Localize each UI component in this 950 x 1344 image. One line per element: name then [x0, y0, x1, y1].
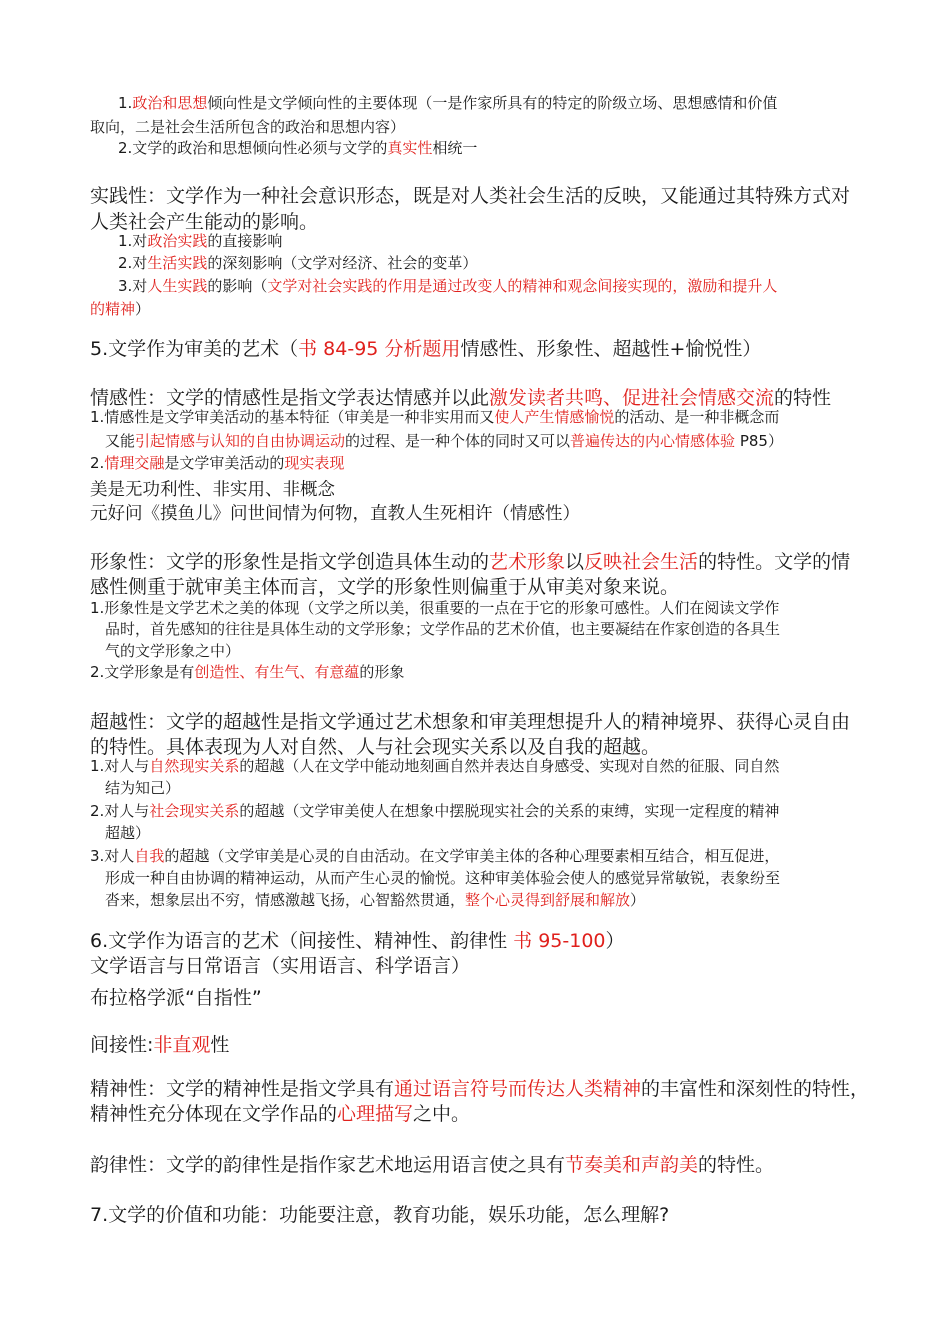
text-segment: 的形象	[359, 663, 405, 681]
text-segment: 的活动、是一种非概念而	[614, 408, 780, 426]
highlight-text: 生活实践	[147, 254, 208, 272]
text-segment: 1.对人与	[90, 757, 150, 775]
text-segment: 形成一种自由协调的精神运动，从而产生心灵的愉悦。这种审美体验会使人的感觉异常敏锐，表象纷至	[105, 869, 781, 887]
highlight-text: 通过语言符号而传达人类精神	[394, 1078, 642, 1100]
highlight-text: 引起情感与认知的自由协调运动	[135, 432, 346, 450]
highlight-text: 使人产生情感愉悦	[494, 408, 615, 426]
text-segment: 间接性:	[90, 1034, 154, 1056]
highlight-text: 整个心灵得到舒展和解放	[465, 891, 631, 909]
highlight-text: 人生实践	[147, 277, 208, 295]
text-segment: 又能	[105, 432, 136, 450]
text-segment: 的特性。文学的情	[698, 551, 851, 573]
text-line	[90, 983, 262, 1010]
text-segment: 5.文学作为审美的艺术（	[90, 338, 299, 360]
text-line	[105, 867, 780, 888]
text-line	[90, 334, 761, 361]
text-segment: 结为知己）	[105, 779, 181, 797]
text-line	[118, 275, 777, 296]
text-segment: 美是无功利性、非实用、非概念	[90, 480, 335, 500]
text-segment: 的深刻影响（文学对经济、社会的变革）	[207, 254, 478, 272]
text-line	[118, 252, 477, 273]
text-line	[90, 298, 150, 319]
text-line	[118, 92, 777, 113]
text-segment: 韵律性：文学的韵律性是指作家艺术地运用语言使之具有	[90, 1154, 566, 1176]
text-segment: 的特性。具体表现为人对自然、人与社会现实关系以及自我的超越。	[90, 736, 661, 758]
text-segment: 沓来，想象层出不穷，情感激越飞扬，心智豁然贯通，	[105, 891, 466, 909]
highlight-text: 政治实践	[147, 232, 208, 250]
text-line	[118, 230, 282, 251]
text-segment: 以	[565, 551, 585, 573]
text-segment: 实践性：文学作为一种社会意识形态，既是对人类社会生活的反映，又能通过其特殊方式对	[90, 185, 851, 207]
highlight-text: 节奏美和声韵美	[565, 1154, 699, 1176]
highlight-text: 普遍传达的内心情感体验	[570, 432, 736, 450]
text-segment: 的特性	[774, 387, 832, 409]
text-segment: 超越）	[105, 824, 151, 842]
text-line	[118, 137, 477, 158]
text-segment: 情感性：文学的情感性是指文学表达情感并以此	[90, 387, 490, 409]
text-segment: 取向，二是社会生活所包含的政治和思想内容）	[90, 118, 406, 136]
text-segment: 的特性。	[698, 1154, 775, 1176]
highlight-text: 书 84-95 分析题用	[298, 338, 461, 360]
text-segment: 相统一	[432, 139, 478, 157]
text-segment: 7.文学的价值和功能：功能要注意，教育功能，娱乐功能，怎么理解?	[90, 1204, 670, 1226]
text-segment: ）	[605, 930, 625, 952]
text-line	[105, 822, 150, 843]
highlight-text: 自然现实关系	[149, 757, 240, 775]
text-segment: ）	[135, 300, 151, 318]
text-segment: 的超越（文学审美使人在想象中摆脱现实社会的关系的束缚，实现一定程度的精神	[239, 802, 780, 820]
text-line	[90, 661, 404, 682]
text-line	[90, 1150, 774, 1177]
text-line	[90, 597, 779, 618]
text-segment: 布拉格学派“自指性”	[90, 987, 262, 1009]
text-line	[90, 406, 779, 427]
text-segment: 气的文学形象之中）	[105, 642, 241, 660]
text-segment: 3.对	[118, 277, 148, 295]
text-segment: 的影响（	[207, 277, 268, 295]
text-line	[90, 1030, 229, 1057]
highlight-text: 反映社会生活	[584, 551, 699, 573]
text-segment: 形象性：文学的形象性是指文学创造具体生动的	[90, 551, 490, 573]
text-segment: 2.对	[118, 254, 148, 272]
text-line	[105, 430, 783, 451]
text-segment: 超越性：文学的超越性是指文学通过艺术想象和审美理想提升人的精神境界、获得心灵自由	[90, 711, 851, 733]
highlight-text: 非直观	[153, 1034, 211, 1056]
text-segment: 感性侧重于就审美主体而言，文学的形象性则偏重于从审美对象来说。	[90, 576, 680, 598]
text-line	[90, 500, 580, 525]
text-line	[90, 116, 405, 137]
highlight-text: 自我	[134, 847, 165, 865]
text-line	[90, 800, 779, 821]
text-segment: 倾向性是文学倾向性的主要体现（一是作家所具有的特定的阶级立场、思想感情和价值	[207, 94, 778, 112]
highlight-text: 艺术形象	[489, 551, 566, 573]
highlight-text: 社会现实关系	[149, 802, 240, 820]
text-segment: 性	[210, 1034, 230, 1056]
text-line	[90, 181, 850, 208]
text-segment: 的直接影响	[207, 232, 283, 250]
text-line	[90, 951, 470, 978]
text-line	[90, 1099, 470, 1126]
text-segment: 2.文学的政治和思想倾向性必须与文学的	[118, 139, 388, 157]
highlight-text: 文学对社会实践的作用是通过改变人的精神和观念间接实现的，激励和提升人	[267, 277, 778, 295]
text-line	[105, 640, 240, 661]
text-line	[90, 845, 779, 866]
text-line	[90, 1074, 869, 1101]
text-segment: 的超越（文学审美是心灵的自由活动。在文学审美主体的各种心理要素相互结合，相互促进，	[164, 847, 780, 865]
text-line	[90, 572, 679, 599]
text-line	[90, 926, 625, 953]
text-segment: 精神性：文学的精神性是指文学具有	[90, 1078, 395, 1100]
text-segment: 2.对人与	[90, 802, 150, 820]
text-segment: 1.对	[118, 232, 148, 250]
text-segment: 人类社会产生能动的影响。	[90, 211, 319, 233]
highlight-text: 创造性、有生气、有意蕴	[194, 663, 360, 681]
text-segment: 的过程、是一种个体的同时又可以	[345, 432, 571, 450]
text-segment: 2.	[90, 454, 105, 472]
text-segment: 1.	[118, 94, 133, 112]
text-segment: 2.文学形象是有	[90, 663, 195, 681]
text-line	[105, 889, 645, 910]
text-segment: 精神性充分体现在文学作品的	[90, 1103, 338, 1125]
text-segment: 元好问《摸鱼儿》问世间情为何物，直教人生死相许（情感性）	[90, 504, 580, 524]
text-line	[90, 476, 335, 501]
text-segment: 的丰富性和深刻性的特性，	[641, 1078, 870, 1100]
text-segment: 3.对人	[90, 847, 135, 865]
highlight-text: 心理描写	[337, 1103, 414, 1125]
text-segment: P85）	[735, 432, 783, 450]
highlight-text: 的精神	[90, 300, 136, 318]
text-line	[90, 755, 779, 776]
text-line	[90, 707, 850, 734]
text-segment: 品时，首先感知的往往是具体生动的文学形象；文学作品的艺术价值，也主要凝结在作家创造的各具生	[105, 620, 781, 638]
text-segment: 1.情感性是文学审美活动的基本特征（审美是一种非实用而又	[90, 408, 495, 426]
text-line	[105, 618, 780, 639]
highlight-text: 真实性	[387, 139, 433, 157]
text-segment: 是文学审美活动的	[164, 454, 285, 472]
text-segment: 的超越（人在文学中能动地刻画自然并表达自身感受、实现对自然的征服、同自然	[239, 757, 780, 775]
text-segment: 之中。	[413, 1103, 471, 1125]
text-segment: 6.文学作为语言的艺术（间接性、精神性、韵律性	[90, 930, 514, 952]
highlight-text: 激发读者共鸣、促进社会情感交流	[489, 387, 775, 409]
highlight-text: 政治和思想	[132, 94, 208, 112]
text-segment: 1.形象性是文学艺术之美的体现（文学之所以美，很重要的一点在于它的形象可感性。人们在阅读文学作	[90, 599, 780, 617]
text-segment: 文学语言与日常语言（实用语言、科学语言）	[90, 955, 471, 977]
text-segment: 情感性、形象性、超越性+愉悦性）	[460, 338, 762, 360]
text-line	[90, 452, 344, 473]
highlight-text: 情理交融	[104, 454, 165, 472]
highlight-text: 现实表现	[284, 454, 345, 472]
text-line	[90, 1200, 669, 1227]
highlight-text: 书 95-100	[513, 930, 606, 952]
text-line	[90, 547, 850, 574]
text-segment: ）	[630, 891, 646, 909]
text-line	[105, 777, 180, 798]
